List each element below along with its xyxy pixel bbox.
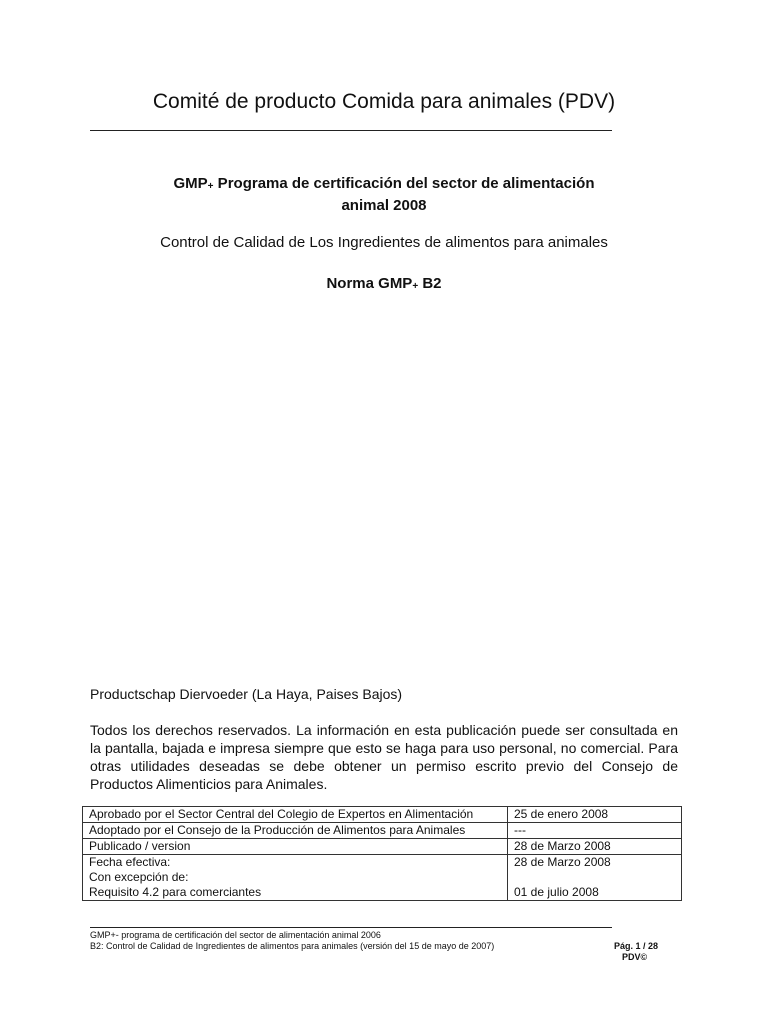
table-cell-line: Requisito 4.2 para comerciantes [89, 885, 262, 899]
table-cell-line: 01 de julio 2008 [514, 885, 599, 899]
approval-table [82, 806, 682, 901]
norm-plus: + [412, 281, 419, 292]
program-title-line1: Programa de certificación del sector de alimentación [213, 175, 595, 192]
table-cell-value [508, 855, 682, 901]
table-cell-value: 25 de enero 2008 [508, 807, 682, 823]
table-cell-line [514, 870, 675, 885]
footer-organization: PDV© [622, 952, 648, 962]
footer-document-line: B2: Control de Calidad de Ingredientes de alimentos para animales (versión del 15 de mayo de 2007) [90, 941, 495, 951]
table-row [83, 807, 682, 823]
program-title-line2: animal 2008 [341, 197, 427, 214]
table-cell-label: Aprobado por el Sector Central del Colegio de Expertos en Alimentación [83, 807, 508, 823]
table-cell-label: Adoptado por el Consejo de la Producción de Alimentos para Animales [83, 823, 508, 839]
footer-divider [90, 927, 612, 928]
publisher-line: Productschap Diervoeder (La Haya, Paises Bajos) [90, 686, 403, 702]
table-cell-value: 28 de Marzo 2008 [508, 839, 682, 855]
table-row [83, 823, 682, 839]
table-cell-value: --- [508, 823, 682, 839]
rights-paragraph: Todos los derechos reservados. La información en esta publicación puede ser consultada en la pantalla, bajada e impresa siempre que esto se haga para uso personal, no comercial. Para otras utilidades deseadas se debe obtener un permiso escrito previo del Consejo de Productos Alimenticios para Animales. [90, 722, 678, 792]
document-subtitle: Control de Calidad de Los Ingredientes de alimentos para animales [160, 234, 608, 251]
table-cell-line: 28 de Marzo 2008 [514, 855, 611, 869]
header-divider [90, 130, 612, 131]
table-row [83, 855, 682, 901]
norm-suffix: B2 [418, 275, 442, 292]
table-cell-line: Fecha efectiva: [89, 855, 171, 869]
norm-title [0, 275, 768, 292]
page-header-title: Comité de producto Comida para animales (PDV) [152, 90, 616, 113]
norm-prefix: Norma GMP [326, 275, 413, 292]
table-cell-line: Con excepción de: [89, 870, 189, 884]
table-cell-label [83, 855, 508, 901]
page-number: Pág. 1 / 28 [614, 941, 659, 951]
program-title [120, 174, 648, 215]
program-plus: + [207, 181, 214, 192]
table-row [83, 839, 682, 855]
footer-program-line: GMP+- programa de certificación del sector de alimentación animal 2006 [90, 930, 381, 940]
program-prefix: GMP [173, 175, 208, 192]
table-cell-label: Publicado / version [83, 839, 508, 855]
